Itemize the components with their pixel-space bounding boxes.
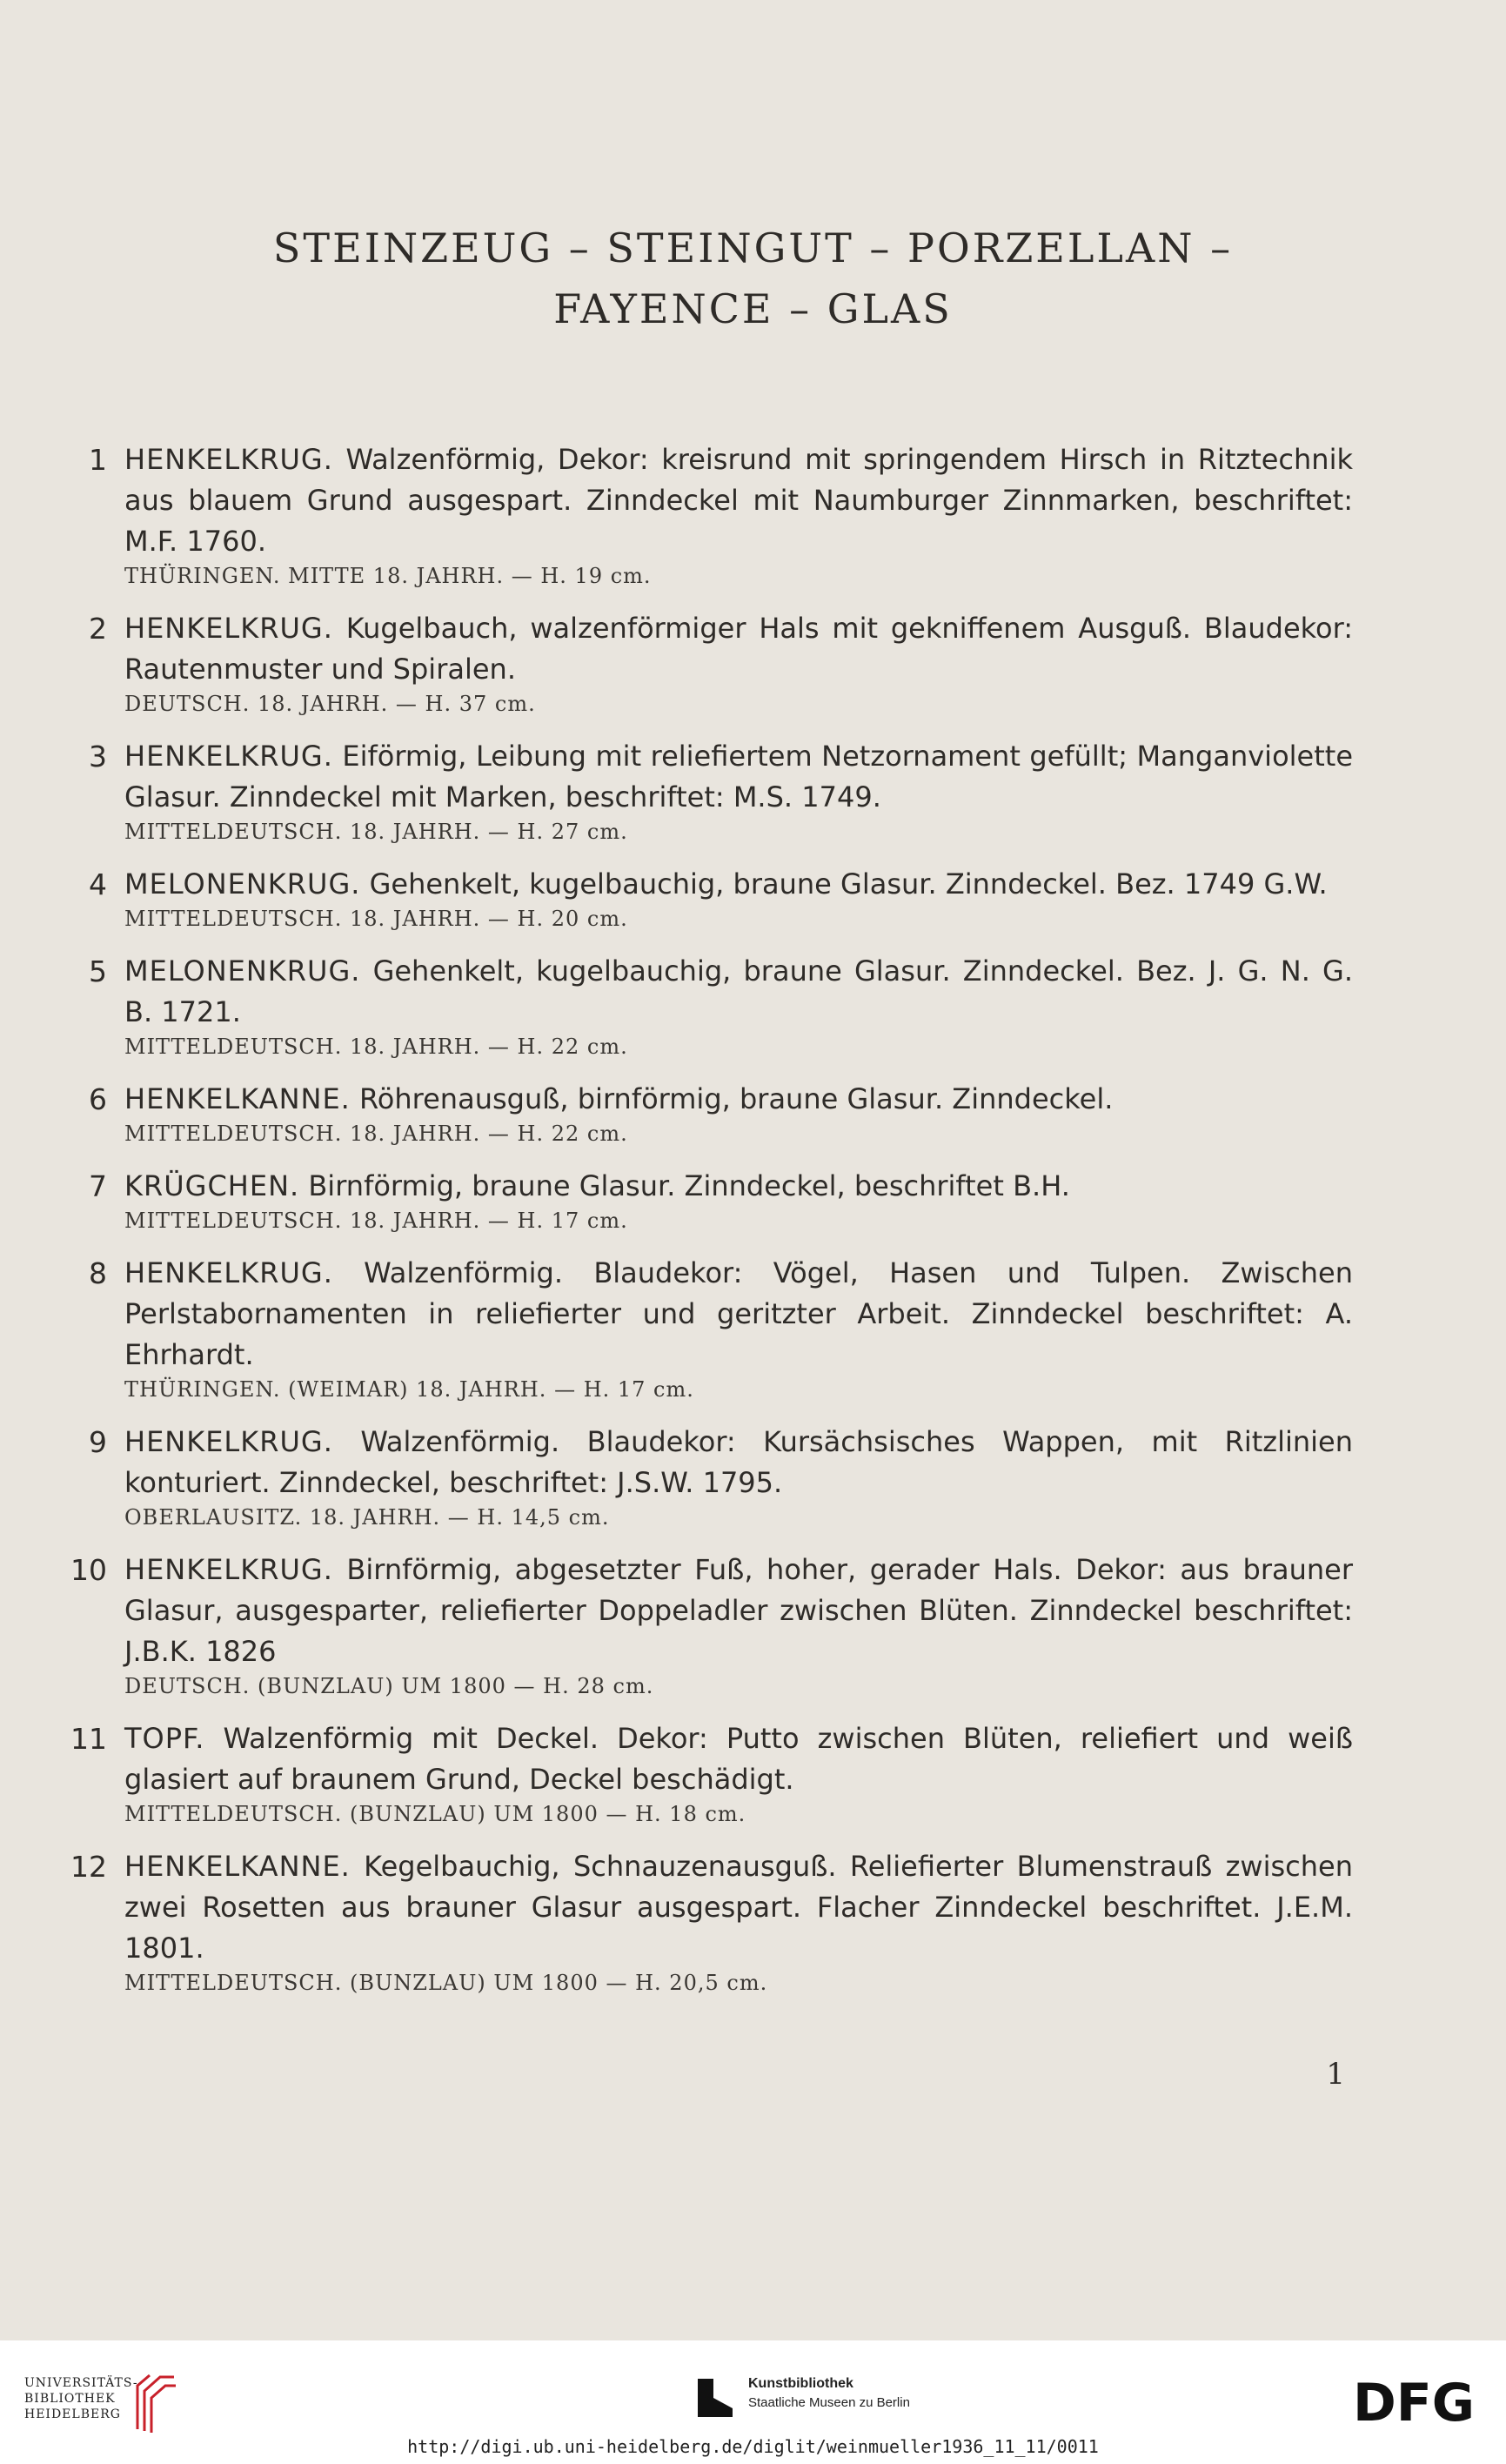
entry-description (124, 1718, 1353, 1800)
catalog-entry (65, 1718, 1353, 1828)
entry-title: HENKELKRUG. (124, 612, 333, 645)
entry-body: Walzenförmig mit Deckel. Dekor: Putto zwischen Blüten, reliefiert und weiß glasiert auf braunem Grund, Deckel beschädigt. (124, 1722, 1353, 1796)
kunstbibliothek-logo-icon (687, 2374, 740, 2422)
entry-origin: OBERLAUSITZ. 18. JAHRH. — H. 14,5 cm. (124, 1505, 610, 1530)
page-title-line-1: STEINZEUG – STEINGUT – PORZELLAN – (272, 224, 1234, 271)
kunstbibliothek-subtitle: Staatliche Museen zu Berlin (748, 2395, 910, 2410)
entry-number: 5 (89, 954, 107, 988)
catalog-entry (65, 439, 1353, 590)
entry-number: 8 (89, 1256, 107, 1290)
entry-description (124, 1166, 1353, 1207)
entry-origin: MITTELDEUTSCH. (BUNZLAU) UM 1800 — H. 20,5 cm. (124, 1971, 768, 1995)
catalog-entry (65, 1846, 1353, 1997)
catalog-entry (65, 1422, 1353, 1531)
entry-body: Gehenkelt, kugelbauchig, braune Glasur. Zinndeckel. Bez. 1749 G.W. (360, 867, 1328, 901)
university-library-line-3: HEIDELBERG (24, 2407, 121, 2421)
entry-description (124, 1846, 1353, 1969)
entry-number: 2 (89, 612, 107, 646)
university-library-line-2: BIBLIOTHEK (24, 2392, 116, 2406)
entry-number: 6 (89, 1082, 107, 1116)
entry-title: HENKELKRUG. (124, 443, 333, 476)
kunstbibliothek-name: Kunstbibliothek (748, 2376, 853, 2391)
entry-description (124, 1253, 1353, 1376)
entry-description (124, 1079, 1353, 1120)
entry-origin: THÜRINGEN. MITTE 18. JAHRH. — H. 19 cm. (124, 564, 652, 588)
catalog-entry (65, 736, 1353, 846)
catalog-entry (65, 1550, 1353, 1700)
entry-body: Röhrenausguß, birnförmig, braune Glasur. Zinndeckel. (350, 1082, 1114, 1115)
dfg-logo-text: DFG (1352, 2374, 1476, 2429)
entry-description (124, 439, 1353, 562)
entry-description (124, 951, 1353, 1033)
entry-body: Birnförmig, abgesetzter Fuß, hoher, gerader Hals. Dekor: aus brauner Glasur, ausgesparter, reliefierter Doppeladler zwischen Blüten. Zinndeckel beschriftet: J.B.K. 1826 (124, 1553, 1353, 1668)
entry-title: HENKELKRUG. (124, 1256, 333, 1289)
entry-title: TOPF. (124, 1722, 205, 1755)
entry-origin: THÜRINGEN. (WEIMAR) 18. JAHRH. — H. 17 cm. (124, 1377, 694, 1402)
entry-title: MELONENKRUG. (124, 954, 361, 988)
entry-title: HENKELKRUG. (124, 1425, 333, 1458)
entry-origin: MITTELDEUTSCH. (BUNZLAU) UM 1800 — H. 18 cm. (124, 1802, 746, 1826)
entry-title: HENKELKRUG. (124, 740, 333, 773)
entry-origin: DEUTSCH. 18. JAHRH. — H. 37 cm. (124, 692, 536, 716)
entry-number: 10 (70, 1553, 107, 1587)
entry-description (124, 1422, 1353, 1503)
entry-description (124, 864, 1353, 905)
dfg-logo-icon (1340, 2374, 1488, 2429)
entry-origin: MITTELDEUTSCH. 18. JAHRH. — H. 20 cm. (124, 907, 628, 931)
entry-description (124, 1550, 1353, 1672)
entry-description (124, 736, 1353, 818)
entry-body: Gehenkelt, kugelbauchig, braune Glasur. Zinndeckel. Bez. J. G. N. G. B. 1721. (124, 954, 1353, 1028)
catalog-entry (65, 864, 1353, 933)
entry-body: Walzenförmig. Blaudekor: Kursächsisches Wappen, mit Ritzlinien konturiert. Zinndeckel, beschriftet: J.S.W. 1795. (124, 1425, 1353, 1499)
entry-title: HENKELKANNE. (124, 1082, 351, 1115)
entry-title: HENKELKANNE. (124, 1850, 351, 1883)
entry-body: Walzenförmig, Dekor: kreisrund mit springendem Hirsch in Ritztechnik aus blauem Grund ausgespart. Zinndeckel mit Naumburger Zinnmarken, beschriftet: M.F. 1760. (124, 443, 1353, 558)
catalog-entry (65, 951, 1353, 1061)
university-library-emblem-icon (131, 2368, 183, 2438)
page-number: 1 (1326, 2057, 1345, 2092)
university-library-line-1: UNIVERSITÄTS- (24, 2376, 138, 2390)
page-title-line-2: FAYENCE – GLAS (553, 285, 953, 332)
entry-origin: MITTELDEUTSCH. 18. JAHRH. — H. 22 cm. (124, 1122, 628, 1146)
catalog-entries (65, 439, 1353, 2015)
entry-origin: MITTELDEUTSCH. 18. JAHRH. — H. 22 cm. (124, 1034, 628, 1059)
catalog-entry (65, 1079, 1353, 1148)
entry-number: 7 (89, 1169, 107, 1203)
catalog-entry (65, 1166, 1353, 1235)
entry-origin: MITTELDEUTSCH. 18. JAHRH. — H. 27 cm. (124, 820, 628, 844)
entry-title: KRÜGCHEN. (124, 1169, 300, 1202)
entry-body: Birnförmig, braune Glasur. Zinndeckel, beschriftet B.H. (299, 1169, 1070, 1202)
catalog-entry (65, 608, 1353, 718)
entry-body: Walzenförmig. Blaudekor: Vögel, Hasen und Tulpen. Zwischen Perlstabornamenten in reliefierter und geritzter Arbeit. Zinndeckel beschriftet: A. Ehrhardt. (124, 1256, 1353, 1371)
entry-origin: MITTELDEUTSCH. 18. JAHRH. — H. 17 cm. (124, 1209, 628, 1233)
entry-number: 9 (89, 1425, 107, 1459)
university-library-logo[interactable] (24, 2375, 138, 2422)
entry-number: 3 (89, 740, 107, 773)
entry-body: Kugelbauch, walzenförmiger Hals mit gekniffenem Ausguß. Blaudekor: Rautenmuster und Spiralen. (124, 612, 1353, 686)
entry-number: 11 (70, 1722, 107, 1756)
catalog-entry (65, 1253, 1353, 1403)
entry-number: 1 (89, 443, 107, 477)
source-url-link[interactable]: http://digi.ub.uni-heidelberg.de/diglit/weinmueller1936_11_11/0011 (407, 2436, 1099, 2457)
entry-title: HENKELKRUG. (124, 1553, 333, 1586)
entry-body: Eiförmig, Leibung mit reliefiertem Netzornament gefüllt; Manganviolette Glasur. Zinndeckel mit Marken, beschriftet: M.S. 1749. (124, 740, 1353, 814)
entry-description (124, 608, 1353, 690)
entry-title: MELONENKRUG. (124, 867, 361, 901)
entry-number: 12 (70, 1850, 107, 1884)
entry-origin: DEUTSCH. (BUNZLAU) UM 1800 — H. 28 cm. (124, 1674, 654, 1698)
entry-number: 4 (89, 867, 107, 901)
entry-body: Kegelbauchig, Schnauzenausguß. Reliefierter Blumenstrauß zwischen zwei Rosetten aus brauner Glasur ausgespart. Flacher Zinndeckel beschriftet. J.E.M. 1801. (124, 1850, 1353, 1965)
